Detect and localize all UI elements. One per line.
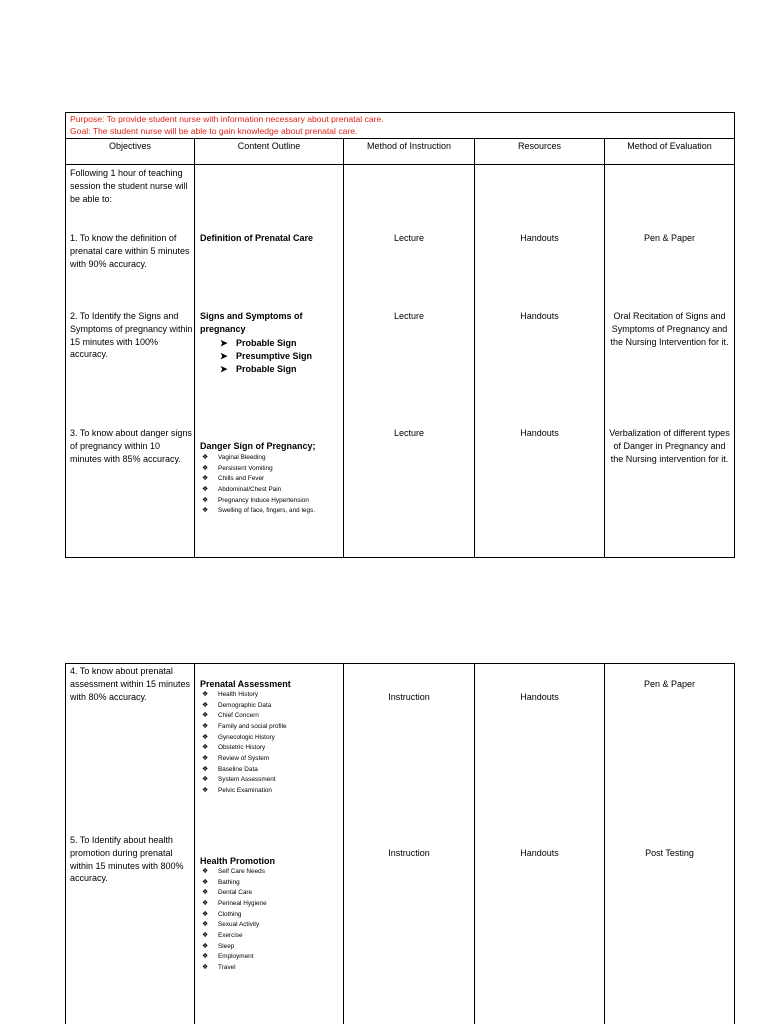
content-4-title: Prenatal Assessment bbox=[200, 679, 291, 689]
list-item bbox=[200, 899, 342, 910]
list-item bbox=[200, 506, 342, 517]
list-item-text: Vaginal Bleeding bbox=[218, 453, 266, 461]
content-5 bbox=[200, 855, 342, 974]
list-item-text: System Assessment bbox=[218, 776, 276, 784]
resources-3: Handouts bbox=[520, 428, 559, 438]
arrow-bullet-icon: ➤ bbox=[220, 363, 228, 374]
content-3-list bbox=[200, 453, 342, 517]
diamond-bullet-icon: ❖ bbox=[202, 964, 209, 972]
table-border-right bbox=[734, 663, 735, 1024]
list-item bbox=[200, 786, 342, 797]
diamond-bullet-icon: ❖ bbox=[202, 744, 209, 752]
list-item-text: Sleep bbox=[218, 942, 235, 950]
table-divider bbox=[65, 138, 735, 139]
objective-intro: Following 1 hour of teaching session the student nurse will be able to: bbox=[70, 168, 188, 204]
objective-4: 4. To know about prenatal assessment within 15 minutes with 80% accuracy. bbox=[70, 666, 191, 702]
list-item bbox=[200, 920, 342, 931]
diamond-bullet-icon: ❖ bbox=[202, 776, 209, 784]
resources-1: Handouts bbox=[520, 233, 559, 243]
diamond-bullet-icon: ❖ bbox=[202, 787, 209, 795]
method-3: Lecture bbox=[393, 428, 425, 438]
list-item bbox=[200, 931, 342, 942]
diamond-bullet-icon: ❖ bbox=[202, 475, 209, 483]
evaluation-3: Verbalization of different types of Danger in Pregnancy and the Nursing intervention for it. bbox=[609, 428, 730, 464]
arrow-bullet-icon: ➤ bbox=[220, 350, 228, 361]
list-item-text: Swelling of face, fingers, and legs. bbox=[218, 507, 315, 515]
list-item-text: Employment bbox=[218, 953, 254, 961]
method-1: Lecture bbox=[393, 233, 425, 243]
diamond-bullet-icon: ❖ bbox=[202, 921, 209, 929]
column-divider bbox=[194, 663, 195, 1024]
list-item-text: Baseline Data bbox=[218, 765, 258, 773]
objective-1: 1. To know the definition of prenatal care within 5 minutes with 90% accuracy. bbox=[70, 233, 190, 269]
table-border-left bbox=[65, 112, 66, 557]
list-item bbox=[200, 464, 342, 475]
list-item bbox=[200, 711, 342, 722]
list-item-text: Travel bbox=[218, 964, 236, 972]
content-5-list bbox=[200, 867, 342, 974]
diamond-bullet-icon: ❖ bbox=[202, 889, 209, 897]
objective-2: 2. To Identify the Signs and Symptoms of pregnancy within 15 minutes with 100% accuracy. bbox=[70, 311, 193, 360]
content-2-title: Signs and Symptoms of pregnancy bbox=[200, 311, 303, 334]
list-item-text: Probable Sign bbox=[236, 337, 297, 348]
list-item-text: Dental Care bbox=[218, 889, 253, 897]
diamond-bullet-icon: ❖ bbox=[202, 507, 209, 515]
evaluation-5: Post Testing bbox=[645, 848, 694, 858]
header-method-of-evaluation: Method of Evaluation bbox=[627, 141, 712, 151]
diamond-bullet-icon: ❖ bbox=[202, 932, 209, 940]
diamond-bullet-icon: ❖ bbox=[202, 496, 209, 504]
method-5: Instruction bbox=[388, 848, 430, 858]
list-item bbox=[200, 363, 340, 376]
table-border-left bbox=[65, 663, 66, 1024]
list-item-text: Review of System bbox=[218, 755, 270, 763]
list-item-text: Gynecologic History bbox=[218, 733, 275, 741]
list-item bbox=[200, 910, 342, 921]
list-item-text: Family and social profile bbox=[218, 722, 287, 730]
diamond-bullet-icon: ❖ bbox=[202, 755, 209, 763]
table-divider bbox=[65, 164, 735, 165]
diamond-bullet-icon: ❖ bbox=[202, 910, 209, 918]
evaluation-1: Pen & Paper bbox=[643, 233, 696, 243]
list-item bbox=[200, 485, 342, 496]
column-divider bbox=[604, 663, 605, 1024]
column-divider bbox=[604, 138, 605, 557]
diamond-bullet-icon: ❖ bbox=[202, 722, 209, 730]
diamond-bullet-icon: ❖ bbox=[202, 867, 209, 875]
diamond-bullet-icon: ❖ bbox=[202, 765, 209, 773]
resources-5: Handouts bbox=[520, 848, 559, 858]
content-3-title: Danger Sign of Pregnancy; bbox=[200, 441, 316, 451]
list-item-text: Pelvic Examination bbox=[218, 787, 272, 795]
diamond-bullet-icon: ❖ bbox=[202, 942, 209, 950]
list-item-text: Chills and Fever bbox=[218, 475, 265, 483]
table-border-bottom bbox=[65, 557, 735, 558]
table-border-top bbox=[65, 663, 735, 664]
list-item bbox=[200, 743, 342, 754]
method-4: Instruction bbox=[388, 692, 430, 702]
diamond-bullet-icon: ❖ bbox=[202, 953, 209, 961]
resources-2: Handouts bbox=[520, 311, 559, 321]
content-4 bbox=[200, 678, 342, 797]
content-1: Definition of Prenatal Care bbox=[200, 233, 314, 243]
list-item-text: Sexual Activity bbox=[218, 921, 260, 929]
evaluation-2: Oral Recitation of Signs and Symptoms of Pregnancy and the Nursing Intervention for it. bbox=[610, 311, 729, 347]
purpose-goal bbox=[70, 114, 730, 137]
list-item bbox=[200, 765, 342, 776]
list-item bbox=[200, 754, 342, 765]
list-item bbox=[200, 942, 342, 953]
list-item-text: Probable Sign bbox=[236, 363, 297, 374]
header-content-outline: Content Outline bbox=[237, 141, 301, 151]
table-border-top bbox=[65, 112, 735, 113]
list-item bbox=[200, 952, 342, 963]
list-item bbox=[200, 733, 342, 744]
list-item-text: Exercise bbox=[218, 932, 243, 940]
evaluation-4: Pen & Paper bbox=[643, 679, 696, 689]
diamond-bullet-icon: ❖ bbox=[202, 712, 209, 720]
content-4-list bbox=[200, 690, 342, 797]
list-item bbox=[200, 474, 342, 485]
list-item-text: Demographic Data bbox=[218, 701, 272, 709]
column-divider bbox=[194, 138, 195, 557]
method-2: Lecture bbox=[393, 311, 425, 321]
list-item bbox=[200, 888, 342, 899]
list-item-text: Perineal Hygiene bbox=[218, 899, 267, 907]
diamond-bullet-icon: ❖ bbox=[202, 464, 209, 472]
column-divider bbox=[343, 663, 344, 1024]
list-item-text: Abdominal/Chest Pain bbox=[218, 485, 282, 493]
objective-3: 3. To know about danger signs of pregnancy within 10 minutes with 85% accuracy. bbox=[70, 428, 192, 464]
diamond-bullet-icon: ❖ bbox=[202, 899, 209, 907]
resources-4: Handouts bbox=[520, 692, 559, 702]
list-item-text: Clothing bbox=[218, 910, 242, 918]
list-item bbox=[200, 867, 342, 878]
list-item bbox=[200, 350, 340, 363]
list-item-text: Presumptive Sign bbox=[236, 350, 313, 361]
list-item bbox=[200, 722, 342, 733]
list-item-text: Chief Concern bbox=[218, 712, 259, 720]
list-item bbox=[200, 878, 342, 889]
diamond-bullet-icon: ❖ bbox=[202, 690, 209, 698]
list-item bbox=[200, 963, 342, 974]
arrow-bullet-icon: ➤ bbox=[220, 337, 228, 348]
list-item bbox=[200, 496, 342, 507]
content-3 bbox=[200, 440, 342, 517]
list-item-text: Bathing bbox=[218, 878, 240, 886]
list-item-text: Health History bbox=[218, 690, 259, 698]
goal-text: Goal: The student nurse will be able to gain knowledge about prenatal care. bbox=[70, 125, 358, 136]
column-divider bbox=[474, 663, 475, 1024]
purpose-text: Purpose: To provide student nurse with information necessary about prenatal care. bbox=[70, 114, 384, 124]
list-item bbox=[200, 701, 342, 712]
column-divider bbox=[474, 138, 475, 557]
diamond-bullet-icon: ❖ bbox=[202, 733, 209, 741]
diamond-bullet-icon: ❖ bbox=[202, 878, 209, 886]
list-item-text: Persistent Vomiting bbox=[218, 464, 273, 472]
list-item bbox=[200, 690, 342, 701]
diamond-bullet-icon: ❖ bbox=[202, 485, 209, 493]
column-divider bbox=[343, 138, 344, 557]
content-2 bbox=[200, 310, 340, 376]
list-item bbox=[200, 775, 342, 786]
header-resources: Resources bbox=[517, 141, 562, 151]
header-method-of-instruction: Method of Instruction bbox=[366, 141, 452, 151]
list-item bbox=[200, 337, 340, 350]
list-item-text: Obstetric History bbox=[218, 744, 266, 752]
list-item bbox=[200, 453, 342, 464]
list-item-text: Pregnancy Induce Hypertension bbox=[218, 496, 309, 504]
content-2-list bbox=[200, 337, 340, 376]
diamond-bullet-icon: ❖ bbox=[202, 701, 209, 709]
diamond-bullet-icon: ❖ bbox=[202, 453, 209, 461]
header-objectives: Objectives bbox=[108, 141, 152, 151]
list-item-text: Self Care Needs bbox=[218, 867, 265, 875]
table-border-right bbox=[734, 112, 735, 557]
objective-5: 5. To Identify about health promotion during prenatal within 15 minutes with 800% accuracy. bbox=[70, 835, 184, 884]
content-5-title: Health Promotion bbox=[200, 856, 276, 866]
